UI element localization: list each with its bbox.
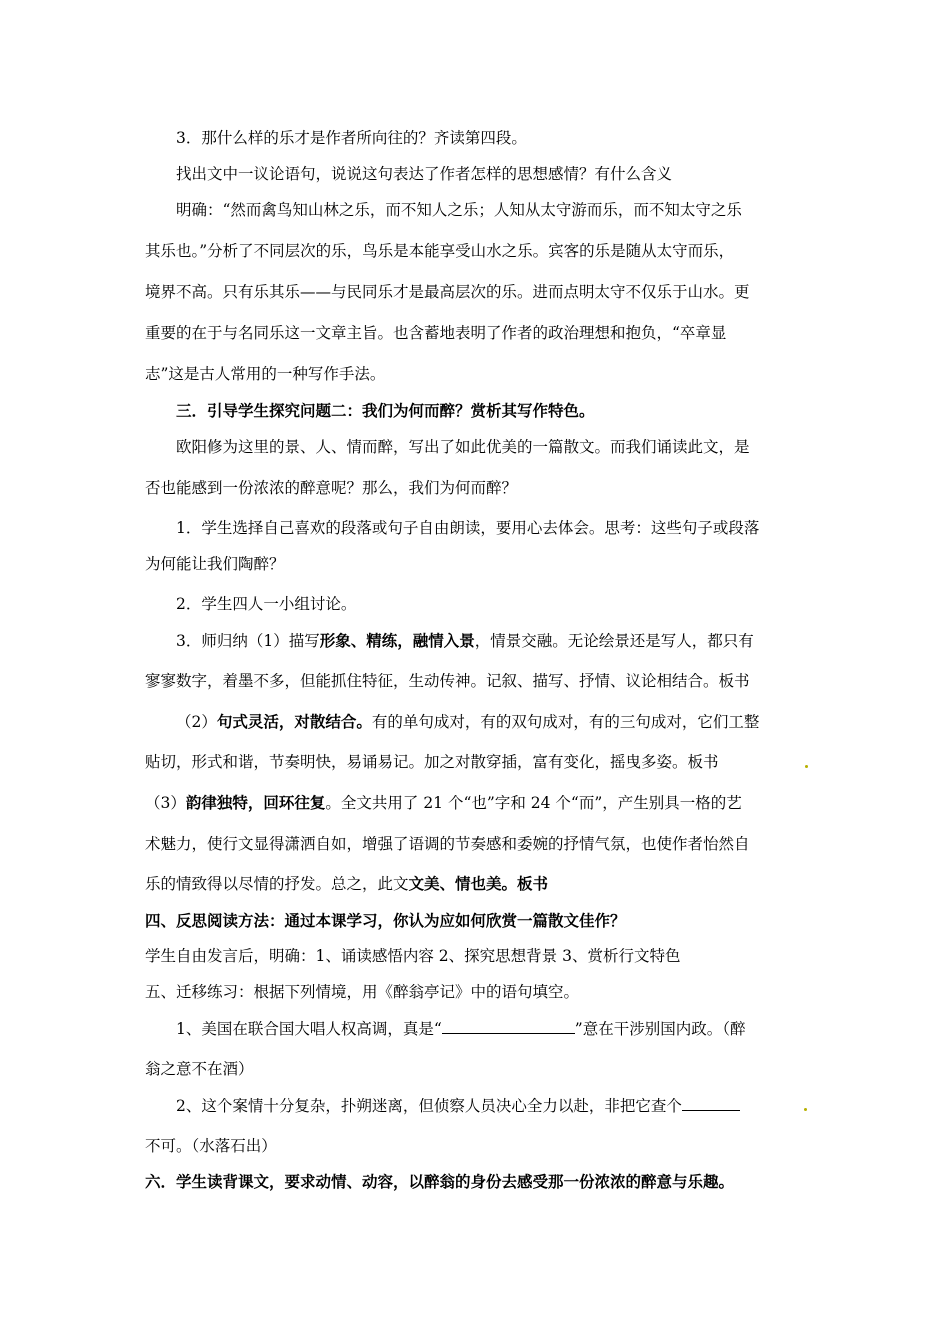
text-run: ，情景交融。无论绘景还是写人，都只有 [474,632,754,650]
answer-line: 重要的在于与名同乐这一文章主旨。也含蓄地表明了作者的政治理想和抱负，“卒章显 [145,324,727,342]
exercise-1-line: 翁之意不在酒） [145,1060,254,1078]
mark-dot [805,765,808,768]
point-2-line: 贴切，形式和谐，节奏明快，易诵易记。加之对散穿插，富有变化，摇曳多姿。板书 [145,753,719,771]
step-2: 2．学生四人一小组讨论。 [176,595,357,613]
bold-run: 形象、精练，融情入景 [319,631,475,650]
answer-line: 明确：“然而禽鸟知山林之乐，而不知人之乐；人知从太守游而乐，而不知太守之乐 [176,201,742,219]
text-run: 。全文共用了 21 个“也”字和 24 个“而”，产生别具一格的艺 [325,794,742,812]
text-run: 2、这个案情十分复杂，扑朔迷离，但侦察人员决心全力以赴，非把它查个 [176,1097,682,1115]
bold-run: 文美、情也美。板书 [408,874,549,893]
find-argument-prompt: 找出文中一议论语句，说说这句表达了作者怎样的思想感情？有什么含义 [176,165,673,183]
step-1-line: 1．学生选择自己喜欢的段落或句子自由朗读，要用心去体会。思考：这些句子或段落 [176,519,760,537]
section-4-answer: 学生自由发言后，明确：1、诵读感悟内容 2、探究思想背景 3、赏析行文特色 [145,947,681,965]
exercise-2-line: 不可。（水落石出） [145,1137,277,1155]
text-run: 3．师归纳（1）描写 [176,632,320,650]
fill-blank[interactable] [442,1019,575,1034]
section-4-heading: 四、反思阅读方法：通过本课学习，你认为应如何欣赏一篇散文佳作？ [145,911,626,930]
paragraph-line: 欧阳修为这里的景、人、情而醉，写出了如此优美的一篇散文。而我们诵读此文，是 [176,438,750,456]
answer-line: 境界不高。只有乐其乐——与民同乐才是最高层次的乐。进而点明太守不仅乐于山水。更 [145,283,750,301]
text-run: （3） [145,794,186,812]
question-3: 3．那什么样的乐才是作者所向往的？齐读第四段。 [176,129,527,147]
step-3-line [176,631,810,651]
point-3-line: 术魅力，使行文显得潇洒自如，增强了语调的节奏感和委婉的抒情气氛，也使作者怡然自 [145,835,750,853]
fill-blank[interactable] [682,1096,740,1111]
section-3-heading: 三．引导学生探究问题二：我们为何而醉？赏析其写作特色。 [176,401,595,420]
bold-run: 句式灵活，对散结合。 [216,712,372,731]
text-run: 1、美国在联合国大唱人权高调，真是“ [176,1020,442,1038]
bold-run: 韵律独特，回环往复 [185,793,326,812]
text-run: 有的单句成对，有的双句成对，有的三句成对，它们工整 [371,713,760,731]
exercise-1-line [176,1019,810,1039]
step-1-line: 为何能让我们陶醉？ [145,555,285,573]
point-3-line [145,793,810,813]
answer-line: 志”这是古人常用的一种写作手法。 [145,365,386,383]
step-3-line: 寥寥数字，着墨不多，但能抓住特征，生动传神。记叙、描写、抒情、议论相结合。板书 [145,672,750,690]
text-run: 乐的情致得以尽情的抒发。总之，此文 [145,875,409,893]
section-5-heading: 五、迁移练习：根据下列情境，用《醉翁亭记》中的语句填空。 [145,983,580,1001]
mark-dot [804,1108,807,1111]
text-run: ”意在干涉别国内政。（醉 [574,1020,746,1038]
answer-line: 其乐也。”分析了不同层次的乐，鸟乐是本能享受山水之乐。宾客的乐是随从太守而乐， [145,242,735,260]
exercise-2-line [176,1096,810,1116]
point-2-line [176,712,810,732]
paragraph-line: 否也能感到一份浓浓的醉意呢？那么，我们为何而醉？ [145,479,518,497]
section-6-heading: 六．学生读背课文，要求动情、动容，以醉翁的身份去感受那一份浓浓的醉意与乐趣。 [145,1172,735,1191]
point-3-line [145,874,810,894]
text-run: （2） [176,713,217,731]
